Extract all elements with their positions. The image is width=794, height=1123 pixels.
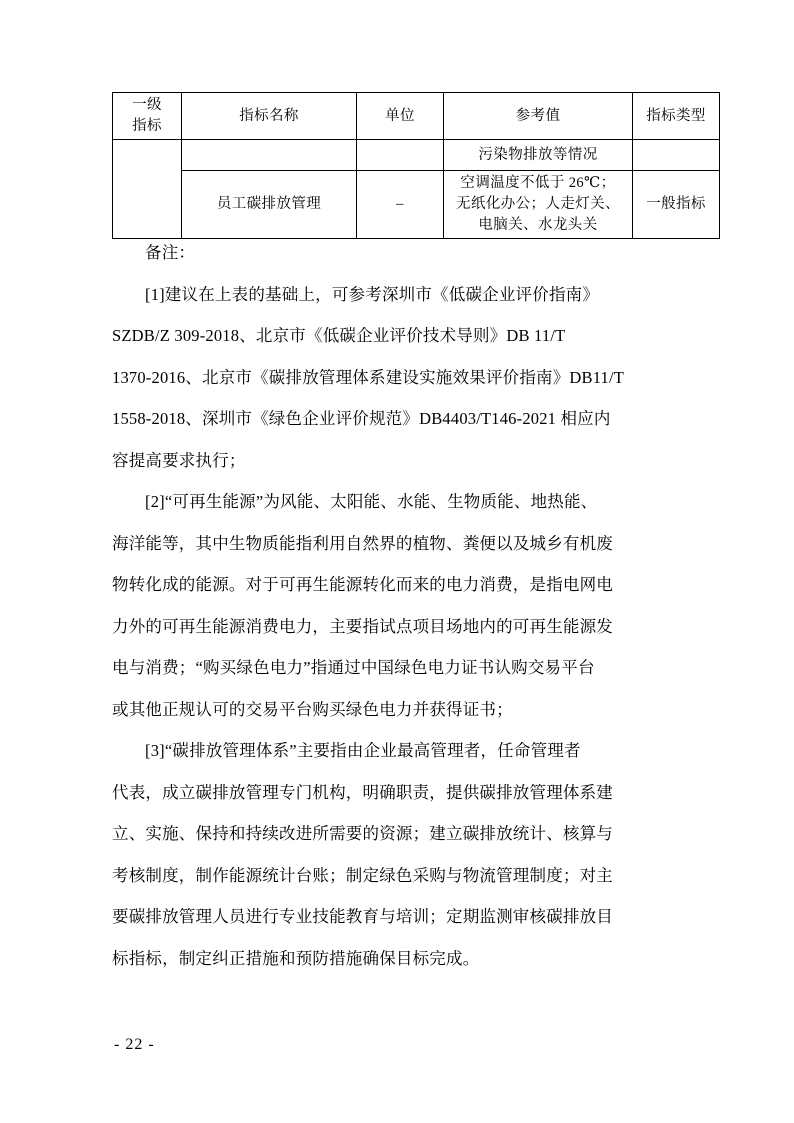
note-3-line-6: 标指标，制定纠正措施和预防措施确保目标完成。 [112, 948, 480, 968]
note-2-line-1: [2]“可再生能源”为风能、太阳能、水能、生物质能、地热能、 [145, 492, 598, 511]
table-cell-type-empty [633, 140, 720, 171]
table-cell-name-empty [182, 140, 357, 171]
note-1-line-3: 1370-2016、北京市《碳排放管理体系建设实施效果评价指南》DB11/T [112, 367, 625, 387]
table-header-reference: 参考值 [444, 93, 633, 140]
notes-heading-block [112, 232, 690, 274]
table-header-level1 [113, 93, 182, 140]
indicator-table [112, 92, 720, 239]
table-cell-type-general: 一般指标 [633, 171, 720, 239]
table-cell-unit-empty [357, 140, 444, 171]
note-3-line-3: 立、实施、保持和持续改进所需要的资源；建立碳排放统计、核算与 [112, 824, 613, 843]
reference-line-1: 空调温度不低于 26℃； [460, 175, 616, 192]
notes-heading: 备注： [145, 243, 196, 262]
note-2-line-5: 电与消费；“购买绿色电力”指通过中国绿色电力证书认购交易平台 [112, 658, 595, 677]
note-3-line-2: 代表，成立碳排放管理专门机构，明确职责，提供碳排放管理体系建 [112, 782, 613, 802]
table-cell-reference-measures [444, 171, 633, 239]
note-3-line-5: 要碳排放管理人员进行专业技能教育与培训；定期监测审核碳排放目 [112, 907, 613, 926]
table-header-row [113, 93, 720, 140]
table-header-type: 指标类型 [633, 93, 720, 140]
note-2-line-4: 力外的可再生能源消费电力，主要指试点项目场地内的可再生能源发 [112, 616, 613, 636]
note-1-line-4: 1558-2018、深圳市《绿色企业评价规范》DB4403/T146-2021 相应内 [112, 409, 611, 428]
note-item-1 [112, 274, 690, 482]
reference-line-2: 无纸化办公；人走灯关、 [456, 196, 620, 213]
note-2-line-6: 或其他正规认可的交易平台购买绿色电力并获得证书； [112, 699, 513, 719]
note-1-line-2: SZDB/Z 309-2018、北京市《低碳企业评价技术导则》DB 11/T [112, 326, 566, 345]
table-header-level1-line1: 一级 [132, 97, 162, 113]
table-header-level1-line2: 指标 [132, 118, 162, 135]
table-cell-reference-pollutant: 污染物排放等情况 [444, 140, 633, 171]
notes-section [112, 232, 690, 979]
note-3-line-4: 考核制度，制作能源统计台账；制定绿色采购与物流管理制度；对主 [112, 865, 613, 885]
table-row [113, 171, 720, 239]
table-cell-unit-dash: – [357, 171, 444, 239]
note-1-line-5: 容提高要求执行； [112, 450, 246, 470]
note-2-line-3: 物转化成的能源。对于可再生能源转化而来的电力消费，是指电网电 [112, 575, 613, 594]
note-2-line-2: 海洋能等，其中生物质能指利用自然界的植物、粪便以及城乡有机废 [112, 533, 613, 553]
table-row [113, 140, 720, 171]
table-cell-level1-merged [113, 140, 182, 239]
reference-line-3: 电脑关、水龙头关 [478, 217, 598, 234]
note-item-3 [112, 730, 690, 979]
indicator-table-container [112, 92, 706, 239]
table-cell-name-employee-carbon: 员工碳排放管理 [182, 171, 357, 239]
note-1-line-1: [1]建议在上表的基础上，可参考深圳市《低碳企业评价指南》 [145, 284, 600, 304]
note-item-2 [112, 481, 690, 730]
table-header-name: 指标名称 [182, 93, 357, 140]
table-header-unit: 单位 [357, 93, 444, 140]
note-3-line-1: [3]“碳排放管理体系”主要指由企业最高管理者，任命管理者 [145, 741, 581, 760]
page-number: - 22 - [114, 1036, 155, 1053]
